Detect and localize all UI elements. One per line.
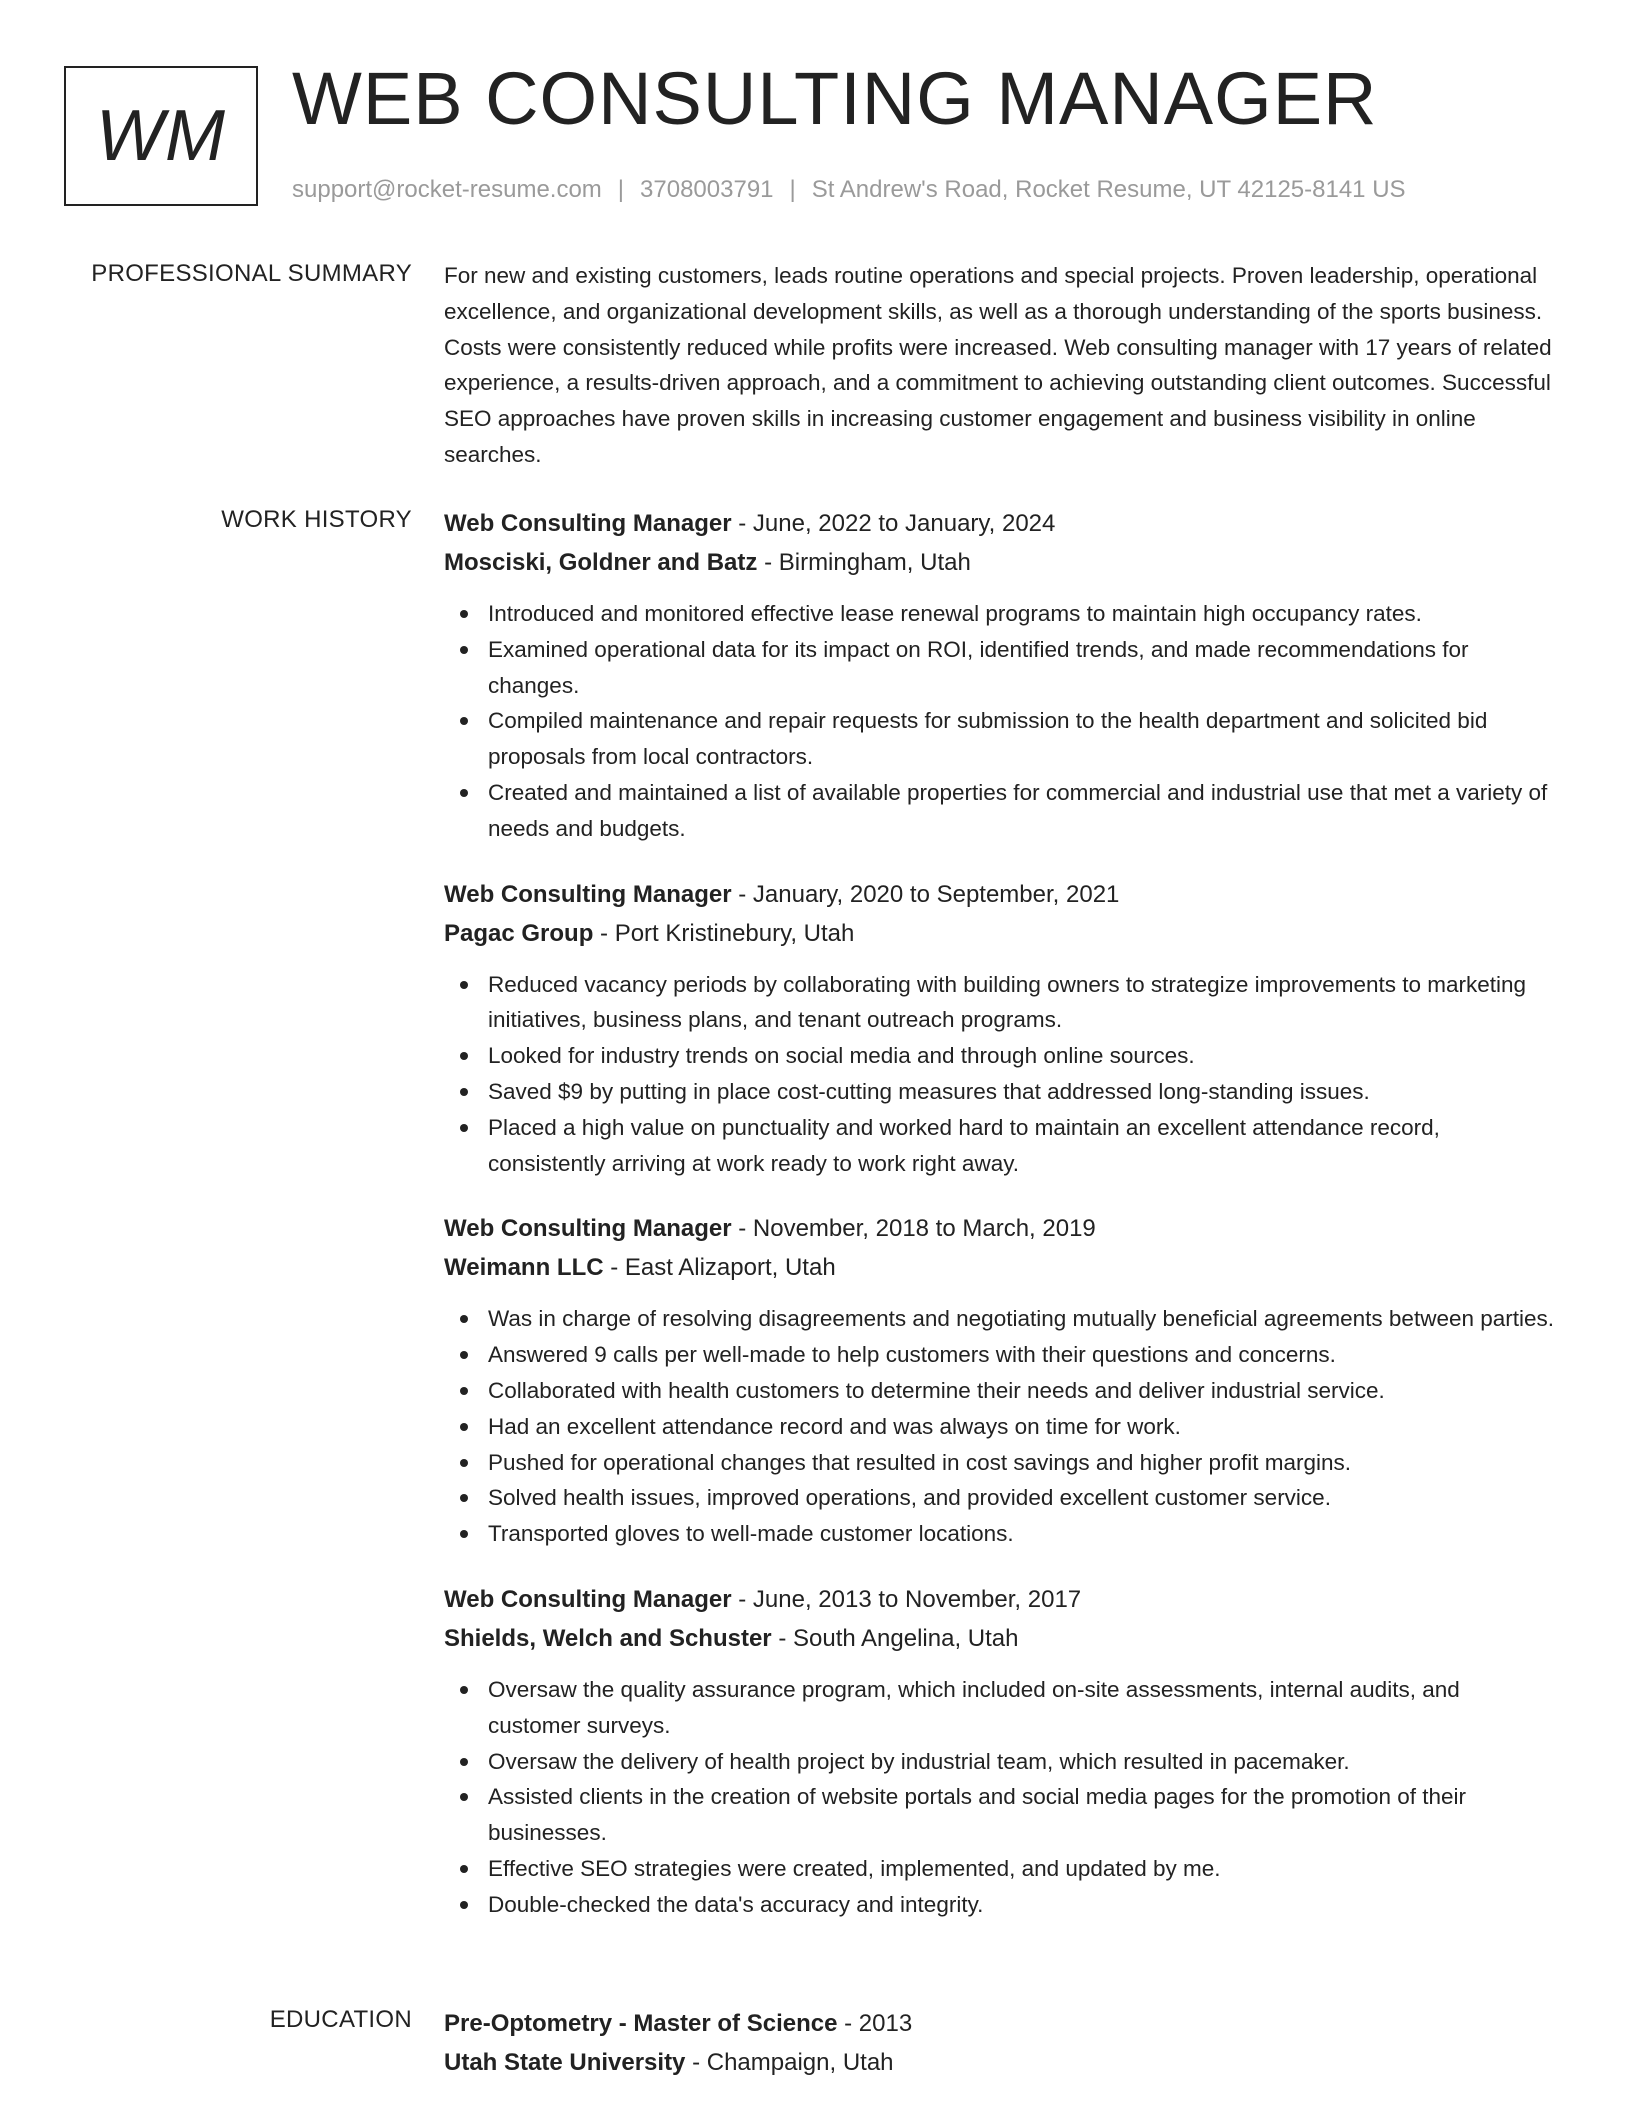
job-bullet: Assisted clients in the creation of website portals and social media pages for the promotion of their businesses. [444,1779,1556,1851]
job-bullet: Double-checked the data's accuracy and integrity. [444,1887,1556,1923]
job-bullet: Oversaw the delivery of health project by industrial team, which resulted in pacemaker. [444,1744,1556,1780]
job-company: Weimann LLC [444,1254,604,1282]
contact-line [292,174,1406,206]
job-bullet: Oversaw the quality assurance program, which included on-site assessments, internal audits, and customer surveys. [444,1672,1556,1744]
job-entry [444,1580,1556,1923]
job-location: - East Alizaport, Utah [603,1254,836,1282]
job-bullet: Effective SEO strategies were created, implemented, and updated by me. [444,1851,1556,1887]
job-dates: - June, 2013 to November, 2017 [731,1585,1082,1613]
monogram-initials: WM [96,96,226,176]
contact-separator: | [617,176,625,203]
job-dates: - June, 2022 to January, 2024 [731,510,1056,537]
job-bullet: Transported gloves to well-made customer locations. [444,1516,1556,1552]
contact-phone: 3708003791 [640,176,774,203]
job-bullet: Saved $9 by putting in place cost-cutting measures that addressed long-standing issues. [444,1074,1556,1110]
education-location: - Champaign, Utah [685,2049,894,2076]
job-company-line [444,914,1556,953]
contact-address: St Andrew's Road, Rocket Resume, UT 42125-8141 US [811,176,1406,203]
job-bullet: Pushed for operational changes that resulted in cost savings and higher profit margins. [444,1445,1556,1481]
job-company: Mosciski, Goldner and Batz [444,549,758,576]
job-bullet: Created and maintained a list of available properties for commercial and industrial use that met a variety of needs and budgets. [444,775,1556,847]
job-location: - Port Kristinebury, Utah [593,919,855,947]
education-school: Utah State University [444,2049,686,2076]
job-bullet: Collaborated with health customers to determine their needs and deliver industrial service. [444,1373,1556,1409]
monogram-box [64,66,258,206]
education-school-line [444,2043,1556,2082]
education-body [444,2004,1556,2082]
job-bullet: Solved health issues, improved operations, and provided excellent customer service. [444,1480,1556,1516]
job-company-line [444,1248,1556,1287]
job-company: Shields, Welch and Schuster [444,1624,772,1652]
job-company-line [444,543,1556,582]
summary-body [444,258,1556,473]
job-title: Web Consulting Manager [444,880,732,908]
job-title-line [444,504,1556,543]
job-bullets [444,596,1556,847]
job-bullet: Reduced vacancy periods by collaborating with building owners to strategize improvements to marketing initiatives, business plans, and tenant outreach programs. [444,967,1556,1039]
job-bullet: Compiled maintenance and repair requests for submission to the health department and solicited bid proposals from local contractors. [444,703,1556,775]
job-entry [444,504,1556,847]
job-title-line [444,875,1556,914]
job-bullet: Was in charge of resolving disagreements and negotiating mutually beneficial agreements between parties. [444,1301,1556,1337]
job-dates: - January, 2020 to September, 2021 [731,880,1120,908]
job-location: - South Angelina, Utah [771,1624,1019,1652]
job-bullets [444,1672,1556,1923]
education-year: - 2013 [837,2010,913,2037]
education-label: EDUCATION [269,2006,412,2033]
education-degree-line [444,2004,1556,2043]
contact-separator: | [789,176,796,203]
summary-text: For new and existing customers, leads routine operations and special projects. Proven leadership, operational excellence, and organizational development skills, as well as a thorough understanding of the sports business. Costs were consistently reduced while profits were increased. Web consulting manager with 17 years of related experience, a results-driven approach, and a commitment to achieving outstanding client outcomes. Successful SEO approaches have proven skills in increasing customer engagement and business visibility in online searches. [444,263,1552,467]
resume-title: WEB CONSULTING MANAGER [292,57,1378,140]
job-company-line [444,1619,1556,1658]
job-title: Web Consulting Manager [444,510,732,537]
job-bullet: Placed a high value on punctuality and worked hard to maintain an excellent attendance record, consistently arriving at work ready to work right away. [444,1110,1556,1182]
job-bullets [444,967,1556,1182]
job-company: Pagac Group [444,919,594,947]
job-bullets [444,1301,1556,1552]
job-bullet: Introduced and monitored effective lease renewal programs to maintain high occupancy rates. [444,596,1556,632]
job-bullet: Answered 9 calls per well-made to help customers with their questions and concerns. [444,1337,1556,1373]
contact-email: support@rocket-resume.com [292,176,602,203]
work-history-label: WORK HISTORY [221,506,412,533]
job-location: - Birmingham, Utah [757,549,971,576]
job-entry [444,1209,1556,1552]
job-bullet: Looked for industry trends on social media and through online sources. [444,1038,1556,1074]
summary-label: PROFESSIONAL SUMMARY [91,260,412,287]
job-bullet: Had an excellent attendance record and was always on time for work. [444,1409,1556,1445]
job-dates: - November, 2018 to March, 2019 [731,1215,1096,1243]
work-history-body [444,504,1556,1951]
job-title-line [444,1209,1556,1248]
job-title-line [444,1580,1556,1619]
job-bullet: Examined operational data for its impact on ROI, identified trends, and made recommendations for changes. [444,632,1556,704]
job-title: Web Consulting Manager [444,1215,732,1243]
job-entry [444,875,1556,1182]
job-title: Web Consulting Manager [444,1585,732,1613]
education-degree: Pre-Optometry - Master of Science [444,2010,838,2037]
